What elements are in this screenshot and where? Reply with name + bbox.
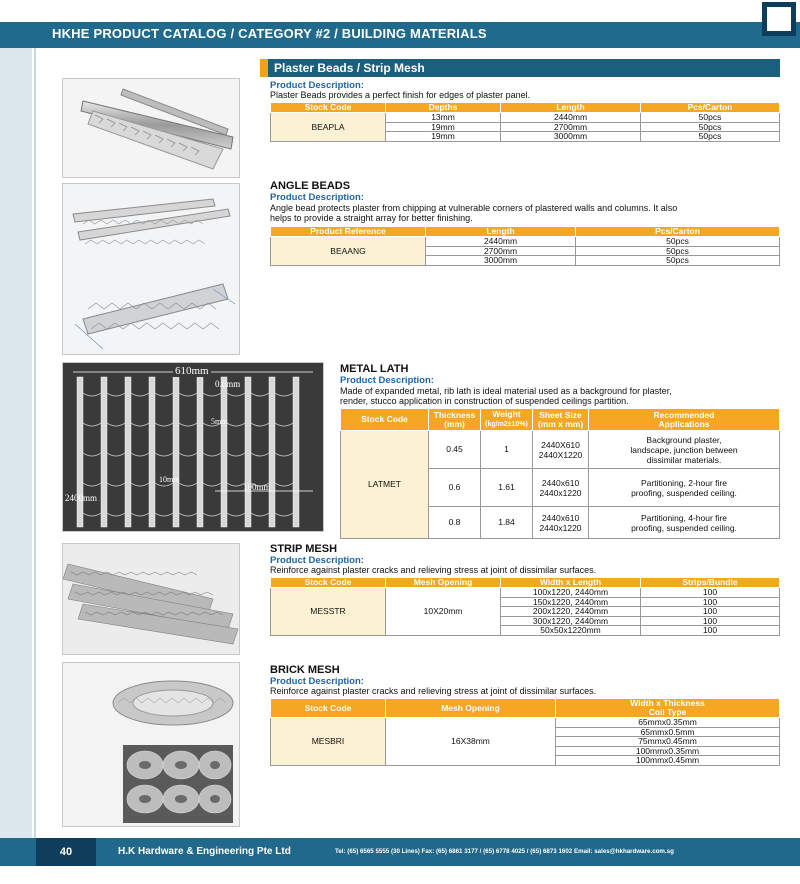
depth-cell: 13mm	[386, 113, 501, 123]
table-row	[271, 718, 780, 728]
size-cell: 200x1220, 2440mm	[501, 607, 641, 617]
size-cell: 300x1220, 2440mm	[501, 616, 641, 626]
size-line: 2440X610	[541, 439, 580, 450]
stock-code: MESBRI	[271, 718, 386, 766]
application-cell	[589, 507, 780, 539]
app-line: landscape, junction between	[630, 444, 738, 455]
brick-mesh-description: Reinforce against plaster cracks and relieving stress at joint of dissimilar surfaces.	[270, 686, 597, 696]
header-line: (kg/m2±10%)	[485, 421, 528, 428]
size-cell	[533, 507, 589, 539]
coil-cell: 65mmx0.35mm	[556, 718, 780, 728]
strip-mesh-table	[270, 577, 780, 636]
size-line: 2440X1220	[538, 449, 583, 460]
table-header	[556, 699, 780, 718]
mesh-opening-cell: 10X20mm	[386, 588, 501, 636]
weight-cell: 1.61	[481, 469, 533, 507]
metal-lath-description-1: Made of expanded metal, rib lath is ideal material used as a background for plaster,	[340, 386, 672, 396]
table-row	[271, 237, 780, 247]
header-line: Applications	[658, 418, 710, 429]
brick-mesh-photo	[62, 662, 240, 827]
size-cell: 150x1220, 2440mm	[501, 597, 641, 607]
table-header	[589, 409, 780, 431]
table-header: Stock Code	[271, 699, 386, 718]
size-cell	[533, 469, 589, 507]
left-margin-strip	[0, 48, 32, 838]
depth-cell: 19mm	[386, 132, 501, 142]
lath-dimension-bottom: 100mm	[243, 482, 271, 492]
metal-lath-table	[340, 408, 780, 539]
weight-cell: 1.84	[481, 507, 533, 539]
brick-mesh-desc-label: Product Description:	[270, 676, 364, 687]
angle-beads-title: ANGLE BEADS	[270, 180, 351, 192]
table-header	[481, 409, 533, 431]
stock-code: MESSTR	[271, 588, 386, 636]
lath-dimension-5mm: 5mm	[211, 417, 228, 426]
lath-dimension-thickness: 0.6mm	[215, 379, 241, 389]
coil-cell: 75mmx0.45mm	[556, 737, 780, 747]
table-header	[533, 409, 589, 431]
angle-bead-photo	[62, 183, 240, 355]
angle-beads-table	[270, 226, 780, 266]
angle-beads-description-1: Angle bead protects plaster from chipping at vulnerable corners of plastered walls and columns. It also	[270, 203, 678, 213]
app-line: Background plaster,	[646, 434, 722, 445]
depth-cell: 19mm	[386, 122, 501, 132]
header-line: Weight	[492, 409, 521, 419]
weight-cell: 1	[481, 431, 533, 469]
table-header: Pcs/Carton	[641, 103, 780, 113]
table-header: Stock Code	[341, 409, 429, 431]
angle-beads-description-2: helps to provide a straight array for better finishing.	[270, 213, 473, 223]
strip-mesh-title: STRIP MESH	[270, 543, 338, 555]
length-cell: 2700mm	[501, 122, 641, 132]
page-title: HKHE PRODUCT CATALOG / CATEGORY #2 / BUILDING MATERIALS	[52, 26, 487, 41]
length-cell: 3000mm	[501, 132, 641, 142]
footer-contact-info: Tel: (65) 6565 5555 (30 Lines) Fax: (65) 6861 3177 / (65) 6778 4025 / (65) 6873 1602 Email: sales@hkhardware.com.sg	[335, 848, 674, 855]
strip-mesh-description: Reinforce against plaster cracks and relieving stress at joint of dissimilar surfaces.	[270, 565, 597, 575]
thickness-cell: 0.6	[429, 469, 481, 507]
pcs-cell: 50pcs	[576, 237, 780, 247]
app-line: Partitioning, 4-hour fire	[641, 512, 727, 523]
table-header: Product Reference	[271, 227, 426, 237]
lath-dimension-top: 610mm	[175, 365, 209, 377]
application-cell	[589, 431, 780, 469]
plaster-beads-desc-label: Product Description:	[270, 80, 364, 91]
metal-lath-title: METAL LATH	[340, 363, 409, 375]
size-line: 2440x1220	[539, 487, 582, 498]
table-header	[429, 409, 481, 431]
strip-mesh-desc-label: Product Description:	[270, 555, 364, 566]
lath-dimension-side: 2400mm	[65, 493, 98, 503]
table-row	[341, 431, 780, 469]
length-cell: 2440mm	[426, 237, 576, 247]
app-line: Partitioning, 2-hour fire	[641, 477, 727, 488]
table-header: Mesh Opening	[386, 699, 556, 718]
brick-mesh-title: BRICK MESH	[270, 664, 340, 676]
mesh-opening-cell: 16X38mm	[386, 718, 556, 766]
size-line: 2440x610	[541, 512, 580, 523]
app-line: proofing, suspended ceiling.	[631, 487, 737, 498]
strip-mesh-photo	[62, 543, 240, 655]
metal-lath-photo	[62, 362, 324, 532]
size-line: 2440x610	[541, 477, 580, 488]
header-corner-mark	[762, 2, 796, 36]
header-line: (mm)	[444, 418, 465, 429]
app-line: dissimilar materials.	[646, 454, 722, 465]
strips-cell: 100	[641, 607, 780, 617]
stock-code: BEAPLA	[271, 113, 386, 142]
lath-dimension-10mm: 10mm	[159, 475, 180, 484]
section-banner	[268, 59, 780, 77]
pcs-cell: 50pcs	[641, 122, 780, 132]
brick-mesh-table	[270, 698, 780, 766]
size-cell	[533, 431, 589, 469]
table-row	[271, 588, 780, 598]
table-header: Length	[426, 227, 576, 237]
pcs-cell: 50pcs	[641, 132, 780, 142]
section-banner-title: Plaster Beads / Strip Mesh	[274, 61, 425, 75]
header-line: Coil Type	[648, 707, 687, 717]
strips-cell: 100	[641, 626, 780, 636]
size-cell: 100x1220, 2440mm	[501, 588, 641, 598]
table-header: Strips/Bundle	[641, 578, 780, 588]
thickness-cell: 0.45	[429, 431, 481, 469]
header-line: Thickness	[433, 409, 476, 420]
header-line: Recommended	[653, 409, 715, 420]
metal-lath-desc-label: Product Description:	[340, 375, 434, 386]
plaster-beads-description: Plaster Beads provides a perfect finish for edges of plaster panel.	[270, 90, 531, 100]
table-header: Mesh Opening	[386, 578, 501, 588]
thickness-cell: 0.8	[429, 507, 481, 539]
table-header: Pcs/Carton	[576, 227, 780, 237]
coil-cell: 100mmx0.45mm	[556, 756, 780, 766]
table-header: Stock Code	[271, 103, 386, 113]
size-line: 2440x1220	[539, 522, 582, 533]
angle-beads-desc-label: Product Description:	[270, 192, 364, 203]
stock-code: LATMET	[341, 431, 429, 539]
header-line: Width x Thickness	[630, 698, 705, 708]
table-header: Length	[501, 103, 641, 113]
length-cell: 3000mm	[426, 256, 576, 266]
table-header: Stock Code	[271, 578, 386, 588]
plaster-bead-photo	[62, 78, 240, 178]
app-line: proofing, suspended ceiling.	[631, 522, 737, 533]
metal-lath-description-2: render, stucco application in construction of suspended ceilings partition.	[340, 396, 629, 406]
strips-cell: 100	[641, 588, 780, 598]
length-cell: 2440mm	[501, 113, 641, 123]
footer-company-name: H.K Hardware & Engineering Pte Ltd	[118, 846, 291, 857]
length-cell: 2700mm	[426, 246, 576, 256]
left-margin-line	[34, 48, 36, 838]
table-row	[271, 113, 780, 123]
pcs-cell: 50pcs	[576, 246, 780, 256]
strips-cell: 100	[641, 597, 780, 607]
header-line: (mm x mm)	[537, 418, 584, 429]
table-header: Width x Length	[501, 578, 641, 588]
table-header: Depths	[386, 103, 501, 113]
header-line: Sheet Size	[539, 409, 582, 420]
pcs-cell: 50pcs	[641, 113, 780, 123]
application-cell	[589, 469, 780, 507]
plaster-beads-table	[270, 102, 780, 142]
size-cell: 50x50x1220mm	[501, 626, 641, 636]
pcs-cell: 50pcs	[576, 256, 780, 266]
banner-accent	[260, 59, 268, 77]
coil-cell: 100mmx0.35mm	[556, 746, 780, 756]
strips-cell: 100	[641, 616, 780, 626]
coil-cell: 65mmx0.5mm	[556, 727, 780, 737]
page-number: 40	[36, 838, 96, 866]
stock-code: BEAANG	[271, 237, 426, 266]
